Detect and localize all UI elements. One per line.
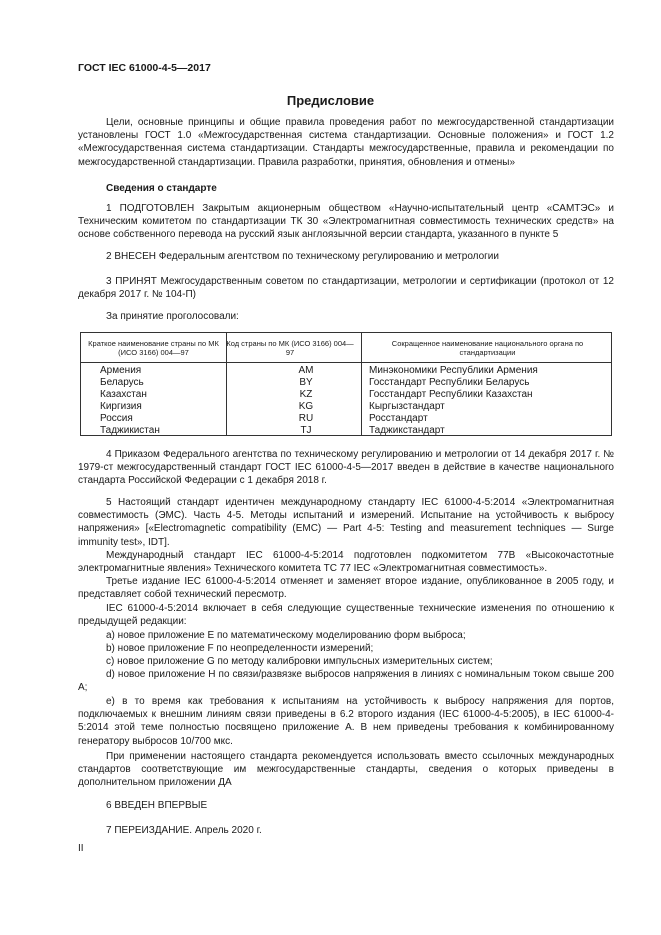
table-row: [81, 365, 611, 377]
org-cell: Росстандарт: [369, 413, 428, 424]
vote-table: [80, 332, 612, 436]
change-item: b) новое приложение F по неопределенности измерений;: [106, 643, 374, 654]
header-country: Краткое наименование страны по МК (ИСО 3166) 004—97: [88, 338, 219, 357]
code-cell: KZ: [299, 389, 313, 400]
org-cell: Минэкономики Республики Армения: [369, 365, 538, 376]
country-cell: Казахстан: [100, 389, 147, 400]
country-cell: Киргизия: [100, 401, 142, 412]
table-row: [81, 389, 611, 401]
vote-table-header: [81, 333, 611, 363]
org-cell: Кыргызстандарт: [369, 401, 445, 412]
change-item: c) новое приложение G по методу калибровки импульсных измерительных систем;: [106, 656, 493, 667]
page-title: Предисловие: [286, 93, 375, 108]
item-5: 5 Настоящий стандарт идентичен международному стандарту IEC 61000-4-5:2014 «Электромагнитная совместимость (ЭМС). Часть 4-5. Методы испытаний и измерений. Испытание на устойчивость к выбросу напряжения» [«Electromagnetic compatibility (EMC) — Part 4-5: Testing and measurement techniques — Surge immunity test», IDT].: [78, 497, 614, 548]
table-row: [81, 377, 611, 389]
item-3: 3 ПРИНЯТ Межгосударственным советом по стандартизации, метрологии и сертификации (протокол от 12 декабря 2017 г. № 104-П): [78, 276, 614, 301]
item-5-recommendation: При применении настоящего стандарта рекомендуется использовать вместо ссылочных международных стандартов соответствующие им межгосударственные стандарты, сведения о которых приведены в дополнительном приложении ДА: [78, 751, 614, 789]
org-cell: Госстандарт Республики Беларусь: [369, 377, 530, 388]
country-cell: Беларусь: [100, 377, 144, 388]
voted-label: За принятие проголосовали:: [106, 311, 239, 322]
info-heading: Сведения о стандарте: [106, 183, 217, 194]
item-1: 1 ПОДГОТОВЛЕН Закрытым акционерным обществом «Научно-испытательный центр «САМТЭС» и Техническим комитетом по стандартизации ТК 30 «Электромагнитная совместимость технических средств» на основе собственного перевода на русский язык англоязычной версии стандарта, указанного в пункте 5: [78, 203, 614, 241]
org-cell: Таджикстандарт: [369, 425, 445, 436]
country-cell: Армения: [100, 365, 142, 376]
page-number: II: [78, 843, 84, 854]
country-cell: Россия: [100, 413, 133, 424]
item-4: 4 Приказом Федерального агентства по техническому регулированию и метрологии от 14 декабря 2017 г. № 1979-ст межгосударственный стандарт ГОСТ IEC 61000-4-5—2017 введен в действие в качестве национального стандарта Российской Федерации с 1 декабря 2018 г.: [78, 449, 614, 487]
org-cell: Госстандарт Республики Казахстан: [369, 389, 533, 400]
item-6: 6 ВВЕДЕН ВПЕРВЫЕ: [106, 800, 208, 811]
code-cell: TJ: [300, 425, 312, 436]
table-row: [81, 401, 611, 413]
code-cell: KG: [298, 401, 314, 412]
header-code: Код страны по МК (ИСО 3166) 004—97: [226, 338, 354, 357]
header-org: Сокращенное наименование национального органа по стандартизации: [391, 338, 584, 357]
code-cell: AM: [298, 365, 314, 376]
item-7: 7 ПЕРЕИЗДАНИЕ. Апрель 2020 г.: [106, 825, 262, 836]
item-5-subcommittee: Международный стандарт IEC 61000-4-5:2014 подготовлен подкомитетом 77В «Высокочастотные электромагнитные явления» Технического комитета ТС 77 IEC «Электромагнитная совместимость».: [78, 550, 614, 575]
intro-paragraph: Цели, основные принципы и общие правила проведения работ по межгосударственной стандартизации установлены ГОСТ 1.0 «Межгосударственная система стандартизации. Основные положения» и ГОСТ 1.2 «Межгосударственная система стандартизации. Стандарты межгосударственные, правила и рекомендации по межгосударственной стандартизации. Правила разработки, принятия, обновления и отмены»: [78, 117, 614, 168]
code-cell: RU: [298, 413, 314, 424]
country-cell: Таджикистан: [100, 425, 160, 436]
item-5-changes-intro: IEC 61000-4-5:2014 включает в себя следующие существенные технические изменения по отношению к предыдущей редакции:: [78, 603, 614, 628]
change-item: d) новое приложение Н по связи/развязке выбросов напряжения в линиях с номинальным током свыше 200 А;: [78, 669, 614, 694]
document-header: ГОСТ IEC 61000-4-5—2017: [78, 62, 211, 74]
item-5-edition: Третье издание IEC 61000-4-5:2014 отменяет и заменяет второе издание, опубликованное в 2005 году, и представляет собой технический пересмотр.: [78, 576, 614, 601]
change-item: а) новое приложение Е по математическому моделированию форм выброса;: [106, 630, 466, 641]
item-2: 2 ВНЕСЕН Федеральным агентством по техническому регулированию и метрологии: [106, 251, 499, 262]
table-row: [81, 425, 611, 437]
table-row: [81, 413, 611, 425]
code-cell: BY: [299, 377, 313, 388]
change-item: е) в то время как требования к испытаниям на устойчивость к выбросу напряжения для портов, подключаемых к внешним линиям связи приведены в 6.2 второго издания (IEC 61000-4-5:2005), в IEC 61000-4-5:2014 этой теме полностью посвящено приложение А. В нем приведены требования к комбинированному генератору выбросов 10/700 мкс.: [78, 696, 614, 747]
